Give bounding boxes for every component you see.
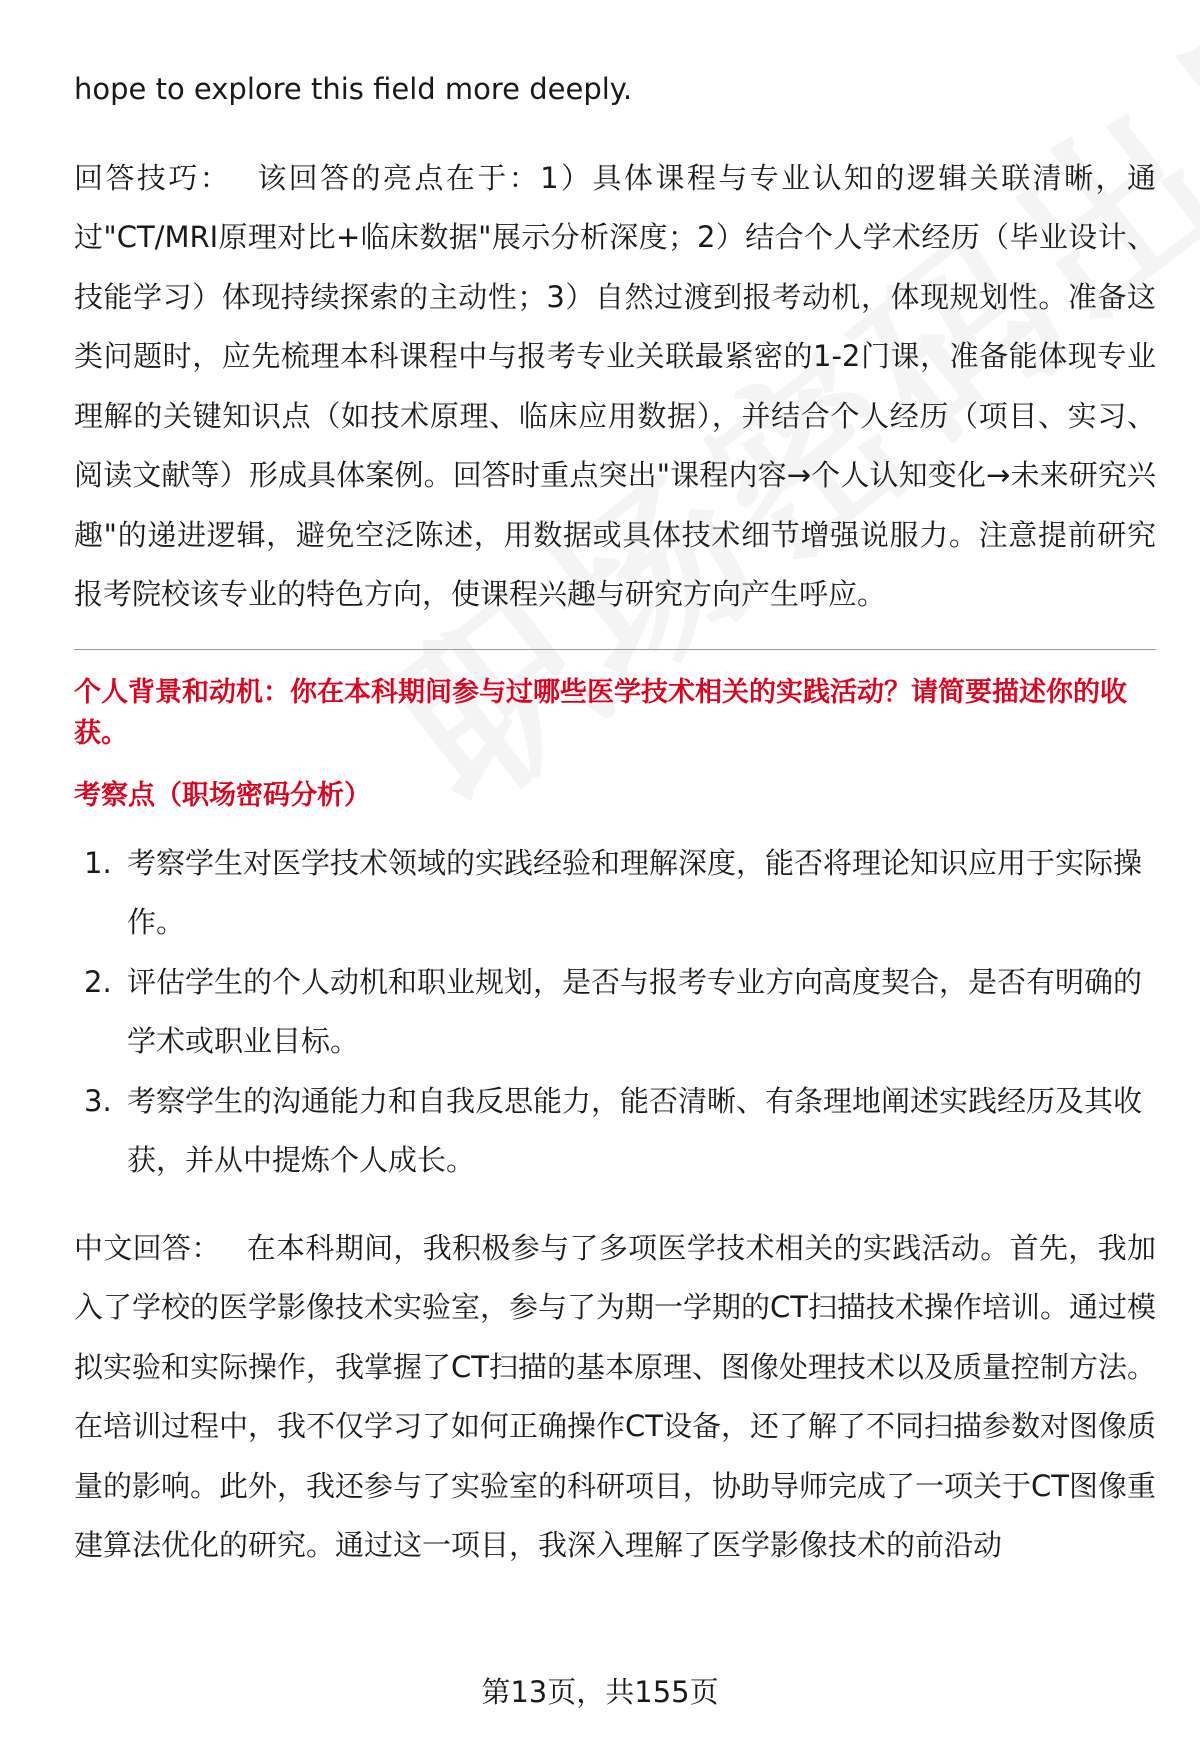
continued-english-line: hope to explore this field more deeply. [74, 72, 633, 106]
answer-tips-label: 回答技巧： [74, 160, 232, 195]
answer-tips-text: 该回答的亮点在于：1）具体课程与专业认知的逻辑关联清晰，通过"CT/MRI原理对比+临床数据"展示分析深度；2）结合个人学术经历（毕业设计、技能学习）体现持续探索的主动性；3）自然过渡到报考动机，体现规划性。准备这类问题时，应先梳理本科课程中与报考专业关联最紧密的1-2门课，准备能体现专业理解的关键知识点（如技术原理、临床应用数据），并结合个人经历（项目、实习、阅读文献等）形成具体案例。回答时重点突出"课程内容→个人认知变化→未来研究兴趣"的递进逻辑，避免空泛陈述，用数据或具体技术细节增强说服力。注意提前研究报考院校该专业的特色方向，使课程兴趣与研究方向产生呼应。 [74, 160, 1156, 611]
list-item-text: 考察学生的沟通能力和自我反思能力，能否清晰、有条理地阐述实践经历及其收获，并从中提炼个人成长。 [127, 1083, 1143, 1177]
list-item [74, 1072, 1156, 1191]
chinese-answer-label: 中文回答： [74, 1230, 221, 1265]
document-page [74, 60, 1156, 1576]
list-item-text: 评估学生的个人动机和职业规划，是否与报考专业方向高度契合，是否有明确的学术或职业目标。 [127, 964, 1143, 1058]
list-item-text: 考察学生对医学技术领域的实践经验和理解深度，能否将理论知识应用于实际操作。 [127, 845, 1143, 939]
list-item-number: 1. [84, 845, 112, 880]
list-item-number: 2. [84, 964, 112, 999]
answer-tips-paragraph [74, 149, 1156, 625]
page-number-footer: 第13页，共155页 [481, 1675, 719, 1709]
section-divider [74, 649, 1156, 650]
focus-list [74, 834, 1156, 1191]
list-item-number: 3. [84, 1083, 112, 1118]
list-item [74, 834, 1156, 953]
list-item [74, 953, 1156, 1072]
focus-heading: 考察点（职场密码分析） [74, 779, 371, 811]
chinese-answer-text: 在本科期间，我积极参与了多项医学技术相关的实践活动。首先，我加入了学校的医学影像技术实验室，参与了为期一学期的CT扫描技术操作培训。通过模拟实验和实际操作，我掌握了CT扫描的基本原理、图像处理技术以及质量控制方法。在培训过程中，我不仅学习了如何正确操作CT设备，还了解了不同扫描参数对图像质量的影响。此外，我还参与了实验室的科研项目，协助导师完成了一项关于CT图像重建算法优化的研究。通过这一项目，我深入理解了医学影像技术的前沿动 [74, 1230, 1156, 1562]
chinese-answer-paragraph [74, 1219, 1156, 1576]
question-heading: 个人背景和动机：你在本科期间参与过哪些医学技术相关的实践活动？请简要描述你的收获。 [74, 676, 1127, 749]
